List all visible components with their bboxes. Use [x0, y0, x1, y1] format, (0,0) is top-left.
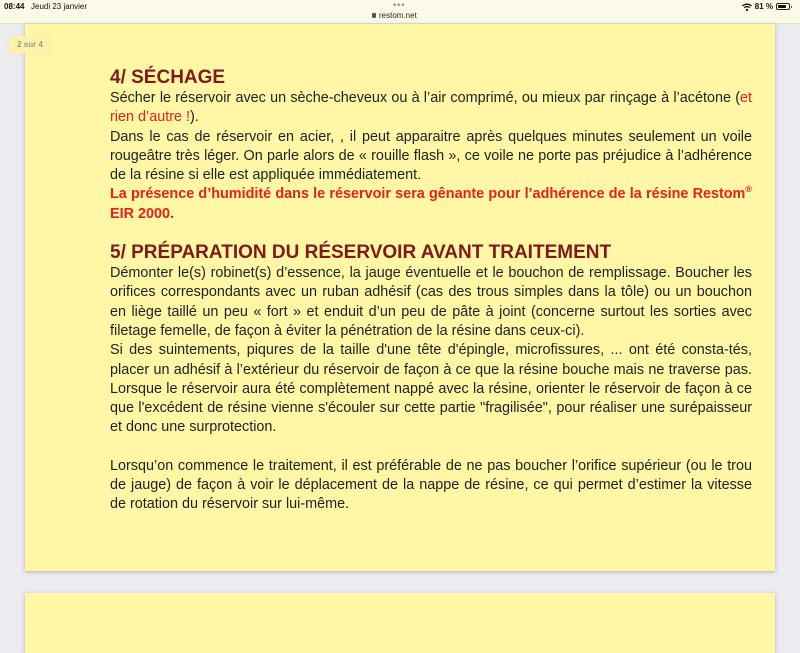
- section-4-warning: [110, 185, 752, 224]
- section-4-heading: 4/ SÉCHAGE: [110, 67, 226, 88]
- status-bar: [0, 0, 800, 24]
- page-content: [110, 67, 752, 515]
- registered-mark: ®: [745, 184, 752, 195]
- section-4-paragraph-2: Dans le cas de réservoir en acier, , il peut apparaitre après quelques minutes seulement un voile rougeâtre très léger. On parle alors de « rouille flash », ce voile ne porte pas préjudice à l’adhérence de la résine si elle est appliquée immédiatement.: [110, 128, 752, 184]
- text-run: ).: [190, 109, 199, 126]
- battery-icon: [776, 3, 790, 10]
- clock-time: 08:44: [4, 2, 25, 11]
- section-5-paragraph-3: Lorsqu’on commence le traitement, il est préférable de ne pas boucher l’orifice supérieur (ou le trou de jauge) de façon à voir le déplacement de la nappe de résine, ce qui permet d’estimer la vitesse de rotation du réservoir sur lui-même.: [110, 457, 752, 513]
- pdf-page-2: [25, 24, 775, 571]
- address-bar[interactable]: [372, 11, 417, 20]
- url-text: restom.net: [379, 11, 417, 20]
- emphasis-text: et rien d’autre !: [110, 90, 752, 126]
- lock-icon: [372, 13, 376, 18]
- multitasking-dots-icon[interactable]: •••: [393, 0, 406, 10]
- section-5-heading: 5/ PRÉPARATION DU RÉSERVOIR AVANT TRAITEMENT: [110, 242, 612, 264]
- text-run: EIR 2000.: [110, 205, 174, 222]
- status-indicators: [742, 2, 790, 11]
- section-4-paragraph-1: [110, 89, 752, 128]
- section-5-paragraph-2: Si des suintements, piqures de la taille d'une tête d'épingle, microfissures, ... ont été consta-tés, placer un adhésif à l’extérieur du réservoir de façon à ce que la résine bouche mais ne traverse pas. Lorsque le réservoir aura été complètement nappé avec la résine, orienter le réservoir de façon à ce que l'excédent de résine vienne s'écouler sur cette partie "fragilisée", pour réaliser une surépaisseur et donc une surprotection.: [110, 342, 752, 436]
- section-5-paragraph-1: Démonter le(s) robinet(s) d’essence, la jauge éventuelle et le bouchon de remplissage. Boucher les orifices correspondants avec un ruban adhésif (cas des trous simples dans la tôle) ou un bouchon en liège taillé un peu « fort » et enduit d’un peu de pâte à joint (concerne surtout les sorties avec filetage femelle, de façon à éviter la pénétration de la résine dans ceux-ci).: [110, 265, 752, 339]
- text-run: Sécher le réservoir avec un sèche-cheveux ou à l’air comprimé, ou mieux par rinçage à l’acétone (: [110, 90, 740, 106]
- wifi-icon: [742, 3, 752, 11]
- battery-level-fill: [778, 5, 786, 8]
- text-run: La présence d’humidité dans le réservoir sera gênante pour l’adhérence de la résine Restom: [110, 186, 746, 203]
- page-indicator: 2 sur 4: [9, 36, 51, 54]
- battery-percent: 81 %: [754, 2, 773, 11]
- pdf-page-3: [25, 593, 775, 653]
- date-label: Jeudi 23 janvier: [31, 2, 88, 11]
